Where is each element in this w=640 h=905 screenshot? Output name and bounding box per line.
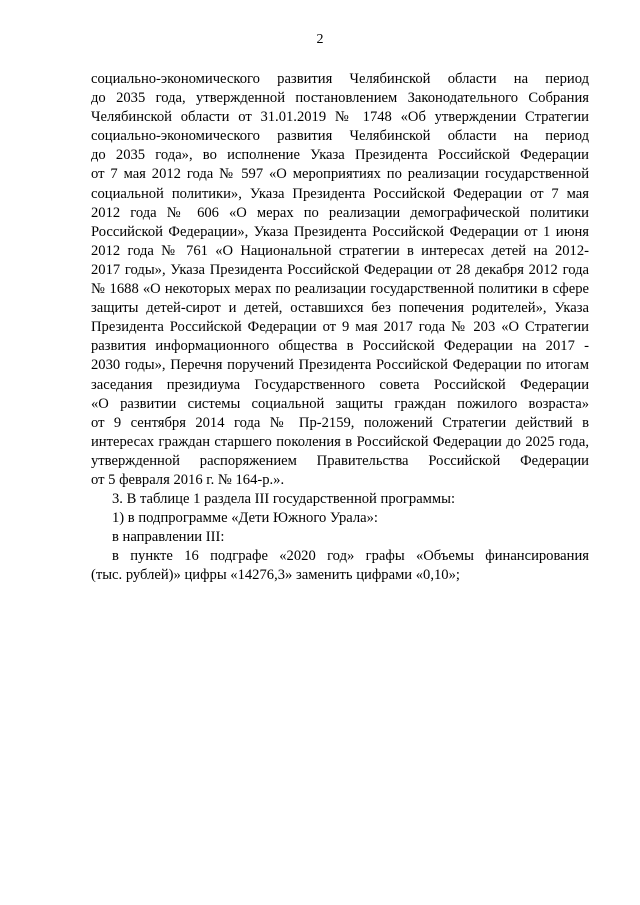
text-line: (тыс. рублей)» цифры «14276,3» заменить цифрами «0,10»; [91, 567, 460, 584]
text-line: до 2035 года, утвержденной постановлением Законодательного Собрания [91, 90, 589, 107]
text-line: развития информационного общества в Российской Федерации на 2017 - [91, 338, 589, 355]
text-line: интересах граждан старшего поколения в Российской Федерации до 2025 года, [91, 433, 589, 450]
text-line: от 7 мая 2012 года № 597 «О мероприятиях по реализации государственной [91, 166, 589, 183]
text-line: социальной политики», Указа Президента Российской Федерации от 7 мая [91, 185, 589, 202]
text-line: Челябинской области от 31.01.2019 № 1748 «Об утверждении Стратегии [91, 109, 589, 126]
text-line: социально-экономического развития Челябинской области на период [91, 128, 589, 145]
text-line: 2012 года № 606 «О мерах по реализации демографической политики [91, 204, 589, 221]
text-line: заседания президиума Государственного совета Российской Федерации [91, 376, 589, 393]
text-line: 3. В таблице 1 раздела III государственной программы: [112, 491, 456, 508]
text-line: 2030 годы», Перечня поручений Президента Российской Федерации по итогам [91, 357, 589, 374]
text-line: 2012 года № 761 «О Национальной стратегии в интересах детей на 2012- [91, 242, 589, 259]
text-line: в пункте 16 подграфе «2020 год» графы «Объемы финансирования [112, 548, 589, 565]
text-line: «О развитии системы социальной защиты граждан пожилого возраста» [91, 395, 589, 412]
text-line: 1) в подпрограмме «Дети Южного Урала»: [112, 510, 378, 527]
document-body [91, 70, 589, 586]
text-line: № 1688 «О некоторых мерах по реализации государственной политики в сфере [91, 281, 589, 298]
text-line: социально-экономического развития Челябинской области на период [91, 71, 589, 87]
text-line: 2017 годы», Указа Президента Российской Федерации от 28 декабря 2012 года [91, 261, 589, 278]
text-line: от 5 февраля 2016 г. № 164-р.». [91, 471, 285, 488]
text-line: в направлении III: [112, 529, 225, 546]
text-line: Президента Российской Федерации от 9 мая 2017 года № 203 «О Стратегии [91, 319, 589, 336]
text-line: от 9 сентября 2014 года № Пр-2159, положений Стратегии действий в [91, 414, 589, 431]
text-line: Российской Федерации», Указа Президента Российской Федерации от 1 июня [91, 223, 589, 240]
page-number: 2 [316, 32, 324, 47]
text-line: до 2035 года», во исполнение Указа Президента Российской Федерации [91, 147, 589, 164]
text-line: защиты детей-сирот и детей, оставшихся без попечения родителей», Указа [91, 300, 589, 317]
text-line: утвержденной распоряжением Правительства Российской Федерации [91, 452, 589, 469]
